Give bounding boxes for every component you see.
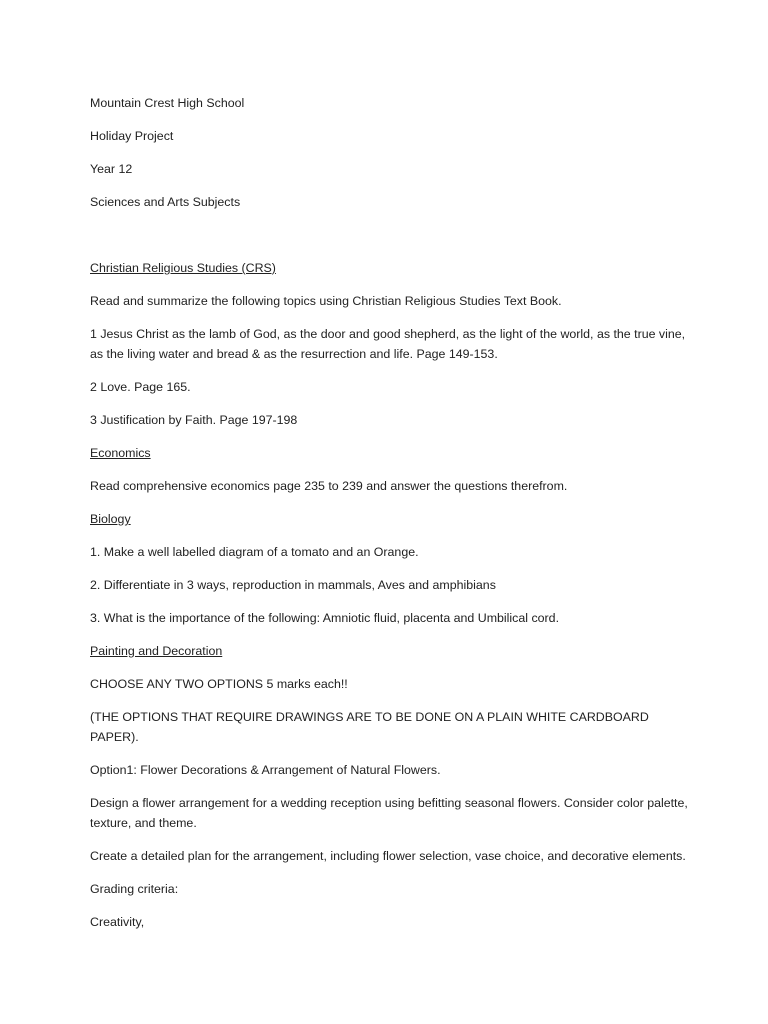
biology-item-2: 2. Differentiate in 3 ways, reproduction in mammals, Aves and amphibians <box>90 578 496 592</box>
economics-text: Read comprehensive economics page 235 to 239 and answer the questions therefrom. <box>90 479 568 493</box>
economics-heading: Economics <box>90 446 151 460</box>
painting-heading: Painting and Decoration <box>90 644 223 658</box>
painting-instruction: CHOOSE ANY TWO OPTIONS 5 marks each!! <box>90 677 348 691</box>
project-title: Holiday Project <box>90 129 174 143</box>
biology-item-3: 3. What is the importance of the following: Amniotic fluid, placenta and Umbilical cord. <box>90 611 560 625</box>
option1-title: Option1: Flower Decorations & Arrangement of Natural Flowers. <box>90 763 441 777</box>
school-name: Mountain Crest High School <box>90 96 245 110</box>
grading-criteria-label: Grading criteria: <box>90 882 179 896</box>
crs-item-2: 2 Love. Page 165. <box>90 380 191 394</box>
crs-item-3: 3 Justification by Faith. Page 197-198 <box>90 413 298 427</box>
biology-item-1: 1. Make a well labelled diagram of a tomato and an Orange. <box>90 545 419 559</box>
painting-note: (THE OPTIONS THAT REQUIRE DRAWINGS ARE TO BE DONE ON A PLAIN WHITE CARDBOARD PAPER). <box>90 710 649 744</box>
biology-heading: Biology <box>90 512 131 526</box>
subjects-label: Sciences and Arts Subjects <box>90 195 241 209</box>
option1-plan: Create a detailed plan for the arrangement, including flower selection, vase choice, and decorative elements. <box>90 849 686 863</box>
crs-intro: Read and summarize the following topics using Christian Religious Studies Text Book. <box>90 294 562 308</box>
grading-criteria-creativity: Creativity, <box>90 915 145 929</box>
document-page <box>90 93 690 945</box>
year-label: Year 12 <box>90 162 133 176</box>
option1-design: Design a flower arrangement for a wedding reception using befitting seasonal flowers. Consider color palette, texture, and theme. <box>90 796 688 830</box>
crs-item-1: 1 Jesus Christ as the lamb of God, as the door and good shepherd, as the light of the world, as the true vine, as the living water and bread & as the resurrection and life. Page 149-153. <box>90 327 686 361</box>
crs-heading: Christian Religious Studies (CRS) <box>90 261 276 275</box>
